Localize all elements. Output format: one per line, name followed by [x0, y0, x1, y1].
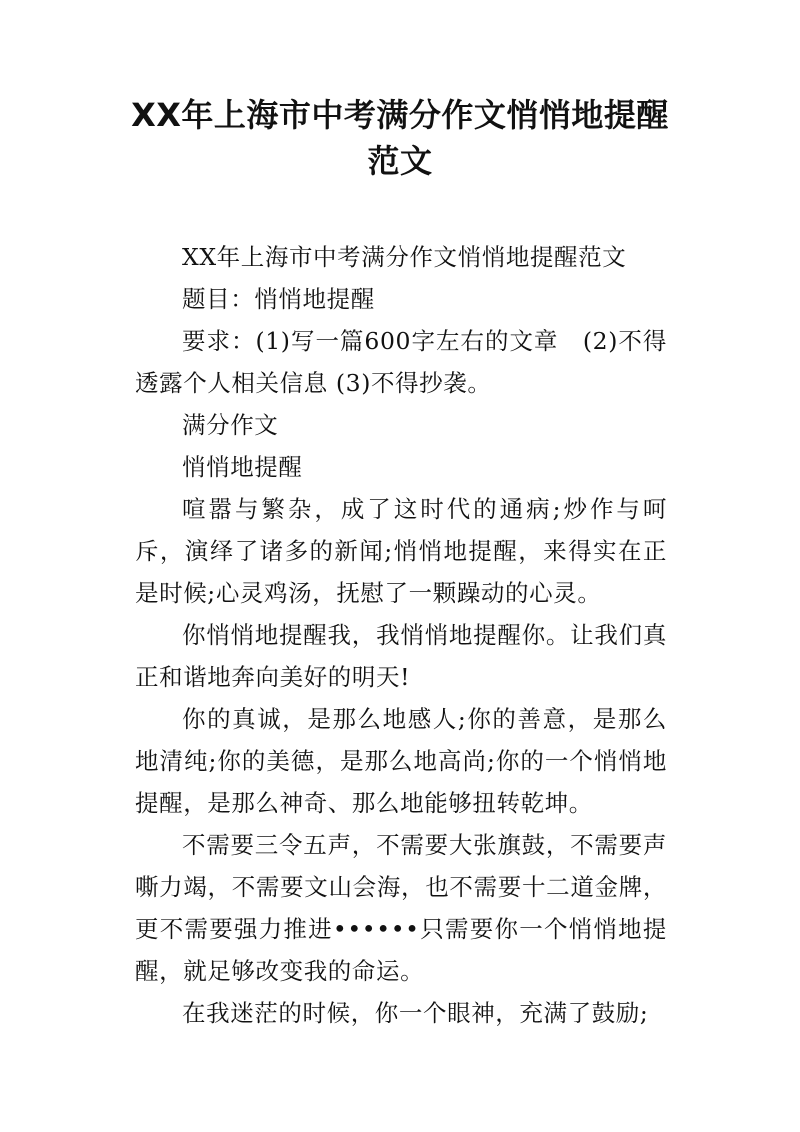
- essay-title: 悄悄地提醒: [182, 453, 303, 481]
- requirements-paragraph: 要求：(1)写一篇600字左右的文章 (2)不得透露个人相关信息 (3)不得抄袭。: [135, 327, 667, 397]
- essay-paragraph: 不需要三令五声，不需要大张旗鼓，不需要声嘶力竭，不需要文山会海，也不需要十二道金牌，更不需要强力推进••••••只需要你一个悄悄地提醒，就足够改变我的命运。: [135, 831, 667, 985]
- title-line-1: XX年上海市中考满分作文悄悄地提醒: [131, 96, 669, 134]
- essay-paragraph: 喧嚣与繁杂，成了这时代的通病;炒作与呵斥，演绎了诸多的新闻;悄悄地提醒，来得实在正是时候;心灵鸡汤，抚慰了一颗躁动的心灵。: [135, 495, 667, 607]
- subtitle-paragraph: XX年上海市中考满分作文悄悄地提醒范文: [182, 243, 627, 271]
- topic-paragraph: 题目：悄悄地提醒: [182, 285, 375, 313]
- essay-paragraph: 你悄悄地提醒我，我悄悄地提醒你。让我们真正和谐地奔向美好的明天!: [135, 621, 667, 691]
- essay-paragraph: 你的真诚，是那么地感人;你的善意，是那么地清纯;你的美德，是那么地高尚;你的一个悄悄地提醒，是那么神奇、那么地能够扭转乾坤。: [135, 705, 667, 817]
- document-body: [135, 236, 667, 1034]
- title-line-2: 范文: [367, 142, 433, 180]
- essay-paragraph: 在我迷茫的时候，你一个眼神，充满了鼓励;: [182, 999, 649, 1027]
- document-title: [100, 92, 700, 184]
- section-label: 满分作文: [182, 411, 279, 439]
